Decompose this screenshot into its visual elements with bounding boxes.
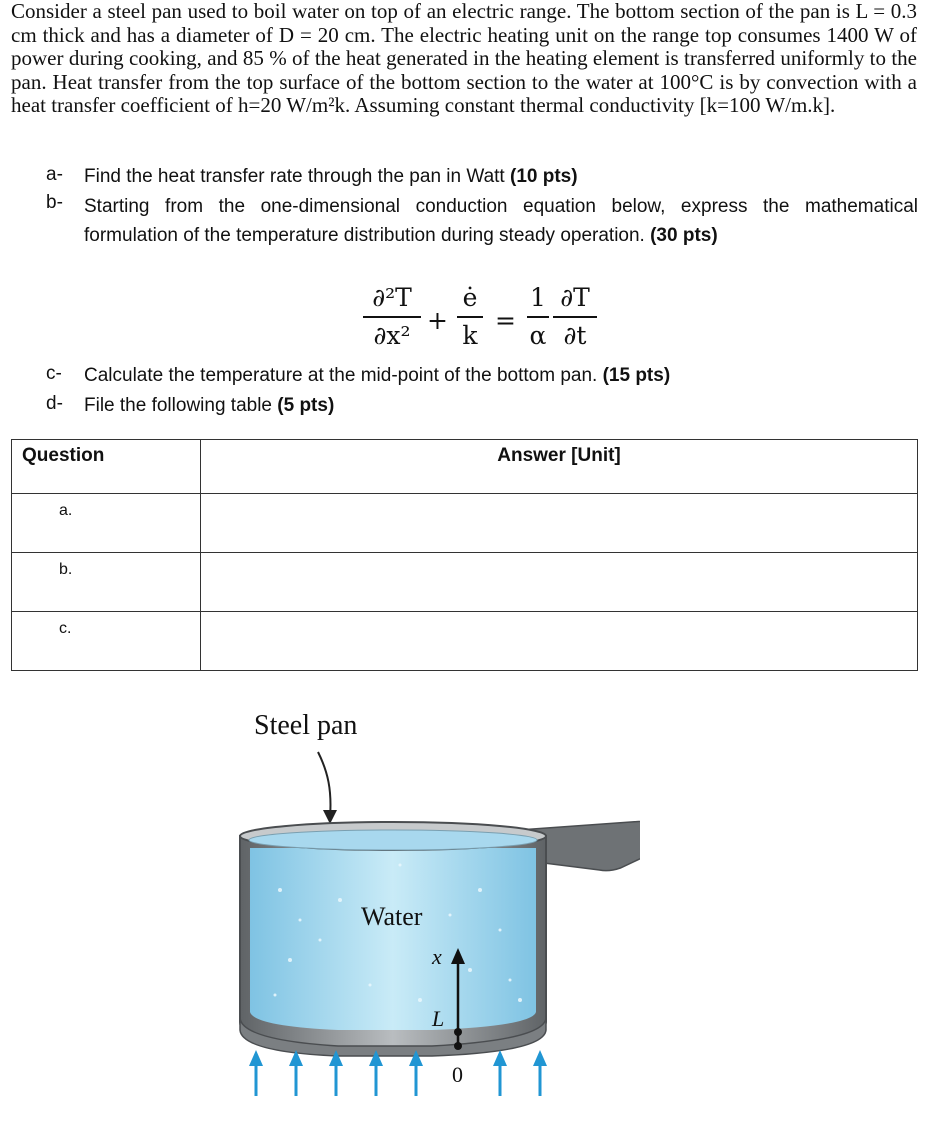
water-label: Water <box>361 902 423 931</box>
question-text: Calculate the temperature at the mid-point of the bottom pan. <box>84 365 598 386</box>
question-points: (30 pts) <box>650 225 718 246</box>
term-dt-dt <box>553 282 597 352</box>
fraction-denominator: ∂t <box>563 321 587 350</box>
question-text: Starting from the one-dimensional conduction equation below, express the mathematical formulation of the temperature distribution during steady operation. <box>84 196 918 246</box>
table-row <box>12 612 918 671</box>
conduction-equation <box>363 282 603 366</box>
label-pointer-arrowhead <box>323 810 337 824</box>
question-points: (15 pts) <box>602 365 671 386</box>
fraction-denominator: α <box>529 321 547 350</box>
x-axis-label: x <box>432 944 442 969</box>
question-text: Find the heat transfer rate through the pan in Watt <box>84 166 505 187</box>
problem-statement: Consider a steel pan used to boil water on top of an electric range. The bottom section of the pan is L = 0.3 cm thick and has a diameter of D = 20 cm. The electric heating unit on the range top consumes 1400 W of power during cooking, and 85 % of the heat generated in the heating element is transferred uniformly to the pan. Heat transfer from the top surface of the bottom section to the water at 100°C is by convection with a heat transfer coefficient of h=20 W/m²k. Assuming constant thermal conductivity [k=100 W/m.k]. <box>11 0 917 118</box>
term-d2t-dx2 <box>363 282 421 352</box>
table-cell-answer[interactable] <box>201 612 918 671</box>
water-volume <box>250 848 536 1030</box>
plus-sign: + <box>427 306 448 335</box>
fraction-numerator: ∂T <box>560 283 590 312</box>
water-surface <box>249 830 537 850</box>
question-letter: a- <box>46 164 63 185</box>
term-e-over-k <box>457 282 483 352</box>
pan-figure <box>220 700 640 1120</box>
equals-sign: = <box>495 306 516 335</box>
fraction-numerator: 1 <box>530 283 546 312</box>
question-points: (5 pts) <box>277 395 335 416</box>
table-header-row <box>12 440 918 494</box>
fraction-numerator: ∂²T <box>372 283 412 312</box>
fraction-bar <box>553 316 597 318</box>
x-axis-point-0 <box>454 1042 462 1050</box>
table-cell-answer[interactable] <box>201 553 918 612</box>
fraction-bar <box>527 316 549 318</box>
origin-zero-label: 0 <box>452 1062 463 1087</box>
table-row <box>12 553 918 612</box>
table-cell-question: c. <box>12 612 201 671</box>
table-row <box>12 494 918 553</box>
label-pointer-line <box>318 752 331 818</box>
table-cell-answer[interactable] <box>201 494 918 553</box>
question-letter: c- <box>46 363 62 384</box>
fraction-numerator: ė <box>462 283 478 312</box>
table-header-answer: Answer [Unit] <box>201 440 918 494</box>
table-cell-question: b. <box>12 553 201 612</box>
question-letter: d- <box>46 393 63 414</box>
fraction-denominator: k <box>462 321 478 350</box>
question-points: (10 pts) <box>510 166 578 187</box>
question-text: File the following table <box>84 395 272 416</box>
term-one-over-alpha <box>527 282 549 352</box>
table-cell-question: a. <box>12 494 201 553</box>
fraction-bar <box>363 316 421 318</box>
fraction-denominator: ∂x² <box>373 321 411 350</box>
pan-illustration <box>220 700 640 1120</box>
fraction-bar <box>457 316 483 318</box>
x-axis-point-L <box>454 1028 462 1036</box>
answer-table <box>11 439 918 671</box>
steel-pan-label: Steel pan <box>254 710 358 741</box>
question-letter: b- <box>46 192 63 213</box>
thickness-L-label: L <box>432 1006 445 1031</box>
table-header-question: Question <box>12 440 201 494</box>
